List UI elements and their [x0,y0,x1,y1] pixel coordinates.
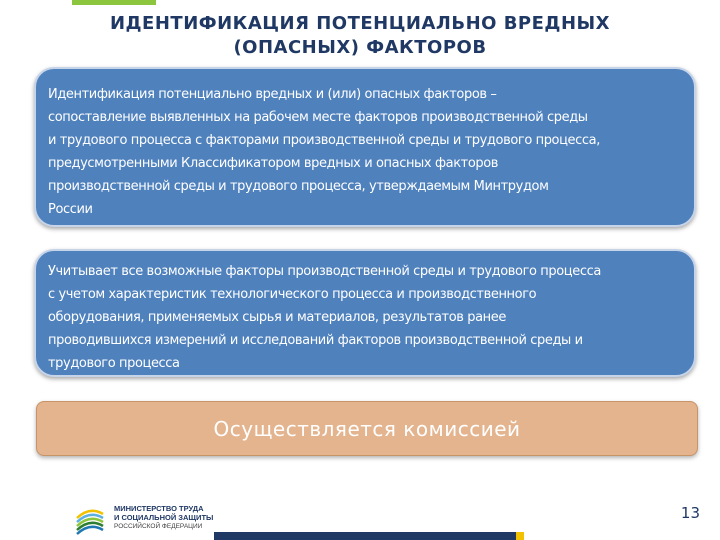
ministry-line-2: И СОЦИАЛЬНОЙ ЗАЩИТЫ [114,513,214,522]
definition-line: России [48,202,93,217]
scope-line: с учетом характеристик технологического процесса и производственного [48,287,537,302]
top-accent-bar [72,0,156,5]
definition-line: и трудового процесса с факторами производственной среды и трудового процесса, [48,133,600,148]
ministry-line-1: МИНИСТЕРСТВО ТРУДА [114,504,204,513]
definition-card [34,67,696,227]
definition-line: Идентификация потенциально вредных и (или) опасных факторов – [48,87,497,102]
commission-label: Осуществляется комиссией [213,416,521,441]
page-number: 13 [680,504,700,522]
ministry-name [114,504,213,531]
bottom-bar [214,532,524,540]
ministry-emblem-icon [72,500,108,536]
scope-line: проводившихся измерений и исследований факторов производственной среды и [48,333,583,348]
scope-line: трудового процесса [48,356,180,371]
commission-box [36,401,698,456]
slide-title [60,12,660,60]
title-line-2: (ОПАСНЫХ) ФАКТОРОВ [233,37,487,58]
definition-line: предусмотренными Классификатором вредных и опасных факторов [48,156,499,171]
bottom-accent [516,532,524,540]
ministry-line-3: РОССИЙСКОЙ ФЕДЕРАЦИИ [114,523,203,530]
scope-line: оборудования, применяемых сырья и материалов, результатов ранее [48,310,506,325]
scope-card [34,249,696,377]
definition-line: сопоставление выявленных на рабочем месте факторов производственной среды [48,110,588,125]
definition-line: производственной среды и трудового процесса, утверждаемым Минтрудом [48,179,549,194]
title-line-1: ИДЕНТИФИКАЦИЯ ПОТЕНЦИАЛЬНО ВРЕДНЫХ [109,13,611,34]
scope-line: Учитывает все возможные факторы производственной среды и трудового процесса [48,264,601,279]
